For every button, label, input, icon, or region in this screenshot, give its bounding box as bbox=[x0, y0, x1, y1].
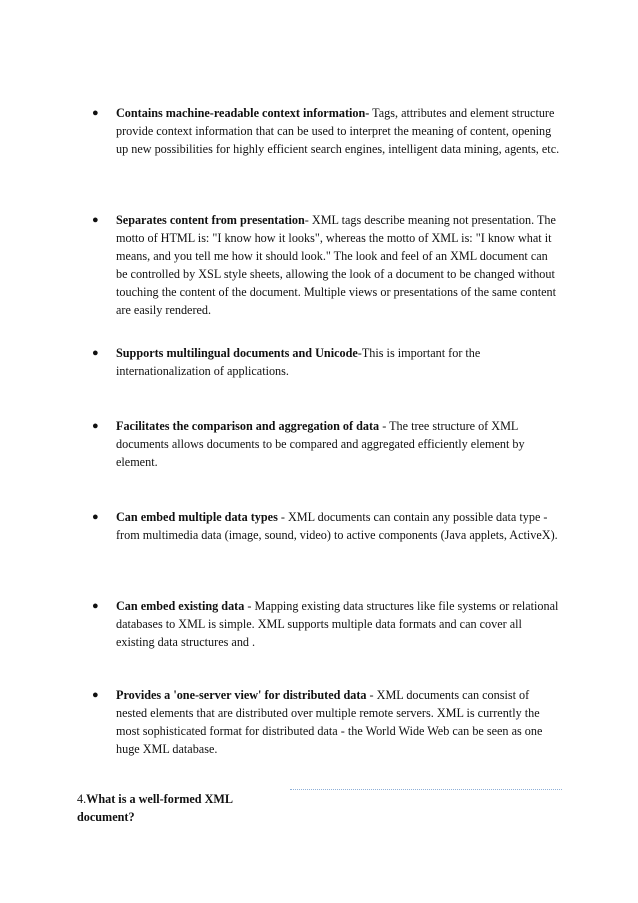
list-item bbox=[92, 686, 562, 758]
bullet-icon: ● bbox=[92, 511, 99, 523]
bullet-icon: ● bbox=[92, 214, 99, 226]
item-text: - The tree structure of XML documents allows documents to be compared and aggregated efficiently element by element. bbox=[116, 419, 525, 469]
item-title: Contains machine-readable context information- bbox=[116, 106, 370, 120]
item-text: - XML documents can consist of nested elements that are distributed over multiple remote servers. XML is currently the most sophisticated format for distributed data - the World Wide Web can be seen as one huge XML database. bbox=[116, 688, 543, 756]
item-title: Facilitates the comparison and aggregation of data bbox=[116, 419, 380, 433]
list-item bbox=[92, 597, 562, 651]
item-text: - XML documents can contain any possible data type - from multimedia data (image, sound, video) to active components (Java applets, ActiveX). bbox=[116, 510, 558, 542]
item-text: - Mapping existing data structures like file systems or relational databases to XML is simple. XML supports multiple data formats and can cover all existing data structures and . bbox=[116, 599, 559, 649]
bullet-icon: ● bbox=[92, 689, 99, 701]
bullet-icon: ● bbox=[92, 347, 99, 359]
item-title: Can embed existing data bbox=[116, 599, 245, 613]
list-item bbox=[92, 417, 562, 471]
list-item bbox=[92, 104, 562, 158]
item-title: Provides a 'one-server view' for distributed data bbox=[116, 688, 367, 702]
list-item bbox=[92, 344, 562, 380]
bullet-icon: ● bbox=[92, 107, 99, 119]
item-title: Supports multilingual documents and Unicode bbox=[116, 346, 358, 360]
item-text: Tags, attributes and element structure provide context information that can be used to interpret the meaning of content, opening up new possibilities for highly efficient search engines, intelligent data mining, agents, etc. bbox=[116, 106, 560, 156]
item-title: Separates content from presentation bbox=[116, 213, 305, 227]
bullet-icon: ● bbox=[92, 420, 99, 432]
item-title: Can embed multiple data types bbox=[116, 510, 278, 524]
bullet-icon: ● bbox=[92, 600, 99, 612]
divider bbox=[290, 789, 562, 790]
list-item bbox=[92, 211, 562, 319]
item-text: -This is important for the internationalization of applications. bbox=[116, 346, 481, 378]
section-heading bbox=[77, 790, 277, 826]
question-number: 4. bbox=[77, 792, 87, 806]
question-text: What is a well-formed XML document? bbox=[77, 792, 233, 824]
list-item bbox=[92, 508, 562, 544]
item-text: - XML tags describe meaning not presentation. The motto of HTML is: "I know how it looks", whereas the motto of XML is: "I know what it means, and you tell me how it should look." The look and feel of an XML document can be controlled by XSL style sheets, allowing the look of a document to be changed without touching the content of the document. Multiple views or presentations of the same content are easily rendered. bbox=[116, 213, 556, 317]
